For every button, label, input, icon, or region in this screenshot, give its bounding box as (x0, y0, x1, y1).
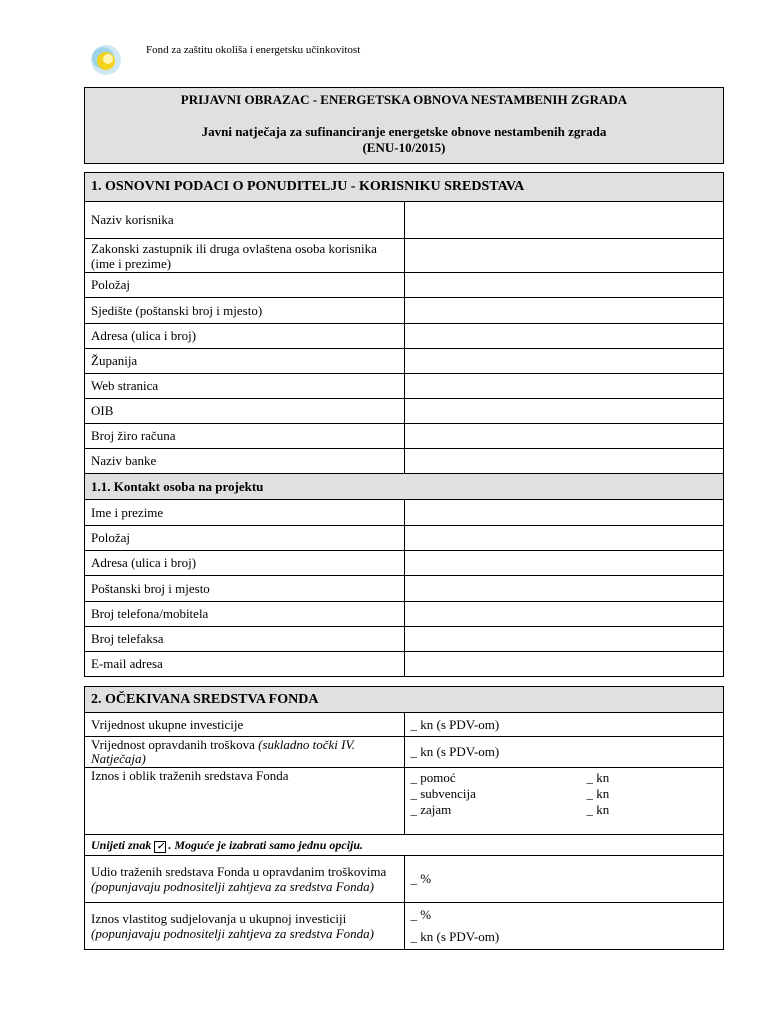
funding-table (84, 686, 724, 950)
udio-sredstava-field[interactable]: _ % (404, 856, 724, 903)
row-label: E-mail adresa (85, 652, 405, 677)
row-label: Adresa (ulica i broj) (85, 324, 405, 349)
kontakt-polozaj-field[interactable] (404, 526, 724, 551)
vlastito-postotak[interactable]: _ % (410, 907, 432, 922)
row-label: Položaj (85, 526, 405, 551)
row-label: Županija (85, 349, 405, 374)
postanski-broj-field[interactable] (404, 576, 724, 602)
ime-prezime-field[interactable] (404, 500, 724, 526)
form-title: PRIJAVNI OBRAZAC - ENERGETSKA OBNOVA NESTAMBENIH ZGRADA (180, 92, 628, 107)
zupanija-field[interactable] (404, 349, 724, 374)
vlastito-sudjelovanje-field[interactable] (404, 903, 724, 950)
section-1-heading: 1. OSNOVNI PODACI O PONUDITELJU - KORISNIKU SREDSTAVA (85, 173, 724, 202)
zakonski-zastupnik-field[interactable] (404, 239, 724, 273)
adresa-field[interactable] (404, 324, 724, 349)
polozaj-field[interactable] (404, 273, 724, 298)
section-1-1-heading: 1.1. Kontakt osoba na projektu (85, 474, 724, 500)
form-code: (ENU-10/2015) (362, 140, 446, 155)
row-label: Iznos i oblik traženih sredstava Fonda (85, 768, 405, 835)
option-pomoc[interactable]: _ pomoć _ kn (410, 770, 610, 785)
row-label: Web stranica (85, 374, 405, 399)
email-field[interactable] (404, 652, 724, 677)
vlastito-iznos[interactable]: _ kn (s PDV-om) (410, 929, 500, 944)
row-label (85, 737, 405, 768)
telefaks-field[interactable] (404, 627, 724, 652)
row-label: Poštanski broj i mjesto (85, 576, 405, 602)
checkbox-mark-icon: ✓ (154, 841, 166, 853)
telefon-field[interactable] (404, 602, 724, 627)
row-label-note: (sukladno točki IV. Natječaja) (91, 737, 355, 766)
row-label: Udio traženih sredstava Fonda u opravdanim troškovima (popunjavaju podnositelji zahtjeva za sredstva Fonda) (85, 856, 405, 903)
ziro-racun-field[interactable] (404, 424, 724, 449)
organization-name: Fond za zaštitu okoliša i energetsku učinkovitost (146, 44, 361, 56)
form-title-box (84, 87, 724, 164)
row-label: Ime i prezime (85, 500, 405, 526)
instruction-note: Unijeti znak ✓ . Moguće je izabrati samo jednu opciju. (85, 835, 724, 856)
row-label: Naziv banke (85, 449, 405, 474)
page-header (90, 40, 730, 80)
row-label: Broj telefaksa (85, 627, 405, 652)
row-label: Broj telefona/mobitela (85, 602, 405, 627)
option-zajam[interactable]: _ zajam _ kn (410, 802, 610, 817)
applicant-table (84, 172, 724, 677)
section-2-heading: 2. OČEKIVANA SREDSTVA FONDA (85, 687, 724, 713)
opravdani-troskovi-field[interactable]: _ kn (s PDV-om) (404, 737, 724, 768)
row-label-text: Vrijednost opravdanih troškova (91, 737, 255, 752)
oib-field[interactable] (404, 399, 724, 424)
row-label: Zakonski zastupnik ili druga ovlaštena osoba korisnika (ime i prezime) (85, 239, 405, 273)
row-label: Naziv korisnika (85, 202, 405, 239)
row-label: Položaj (85, 273, 405, 298)
oblik-sredstava-options (404, 768, 724, 835)
row-label: Adresa (ulica i broj) (85, 551, 405, 576)
sjediste-field[interactable] (404, 298, 724, 324)
form-subtitle: Javni natječaja za sufinanciranje energetske obnove nestambenih zgrada (201, 124, 607, 139)
naziv-banke-field[interactable] (404, 449, 724, 474)
row-label: Sjedište (poštanski broj i mjesto) (85, 298, 405, 324)
row-label: OIB (85, 399, 405, 424)
option-subvencija[interactable]: _ subvencija _ kn (410, 786, 610, 801)
row-label: Iznos vlastitog sudjelovanja u ukupnoj investiciji (popunjavaju podnositelji zahtjeva za sredstva Fonda) (85, 903, 405, 950)
row-label: Vrijednost ukupne investicije (85, 713, 405, 737)
row-label: Broj žiro računa (85, 424, 405, 449)
web-stranica-field[interactable] (404, 374, 724, 399)
kontakt-adresa-field[interactable] (404, 551, 724, 576)
ukupna-investicija-field[interactable]: _ kn (s PDV-om) (404, 713, 724, 737)
naziv-korisnika-field[interactable] (404, 202, 724, 239)
fund-logo-icon (90, 44, 122, 76)
